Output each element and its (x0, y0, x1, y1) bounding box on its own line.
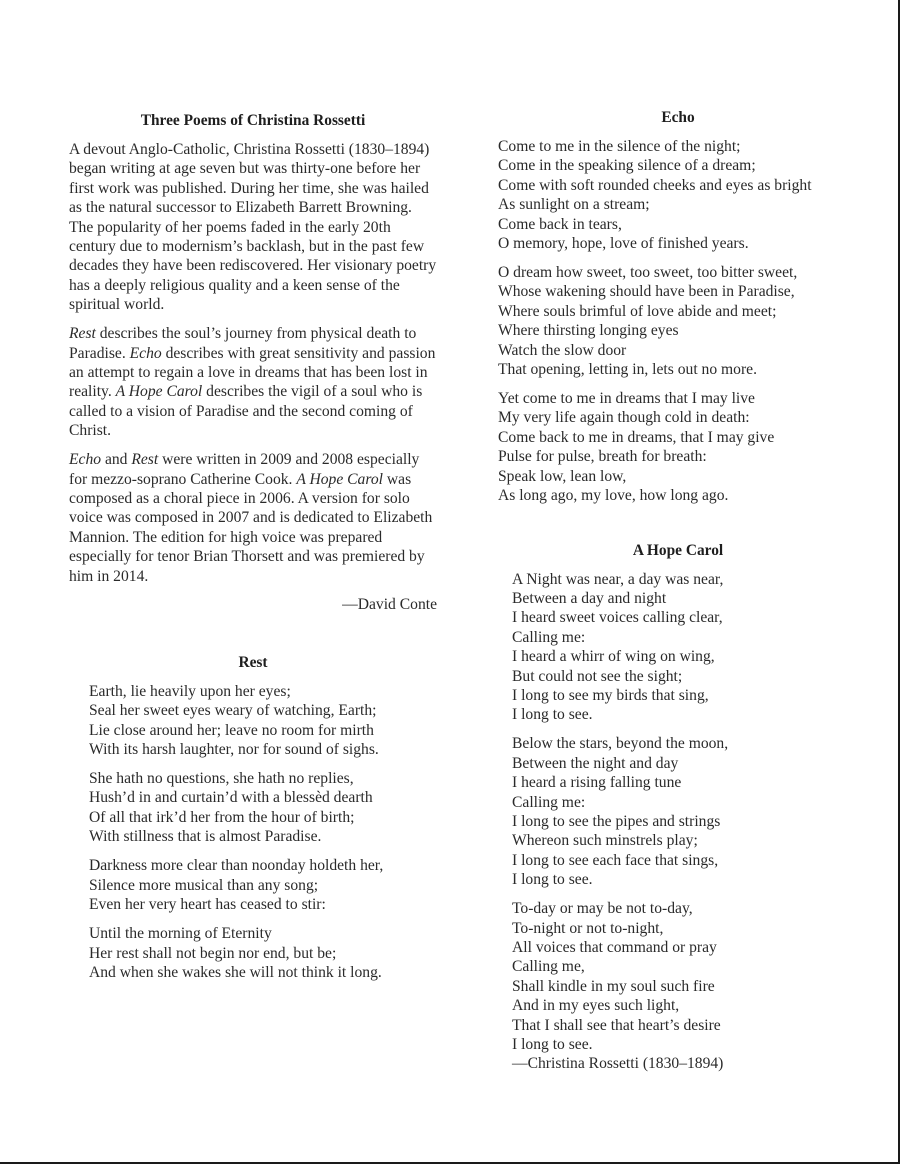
poem-line: With stillness that is almost Paradise. (89, 828, 322, 846)
poem-line: To-day or may be not to-day, (512, 900, 693, 918)
stanza (512, 570, 858, 725)
poem-line: Between a day and night (512, 589, 667, 607)
poem-line: I heard sweet voices calling clear, (512, 609, 723, 627)
title-ref-rest: Rest (69, 325, 96, 343)
title-ref-rest: Rest (131, 451, 159, 469)
left-column (69, 111, 437, 992)
poem-line: And when she wakes she will not think it long. (89, 963, 382, 981)
stanza (89, 769, 437, 847)
poem-line: Come with soft rounded cheeks and eyes as bright (498, 176, 812, 194)
poem-line: That opening, letting in, lets out no more. (498, 361, 757, 379)
poem-title-hope-carol: A Hope Carol (632, 541, 724, 559)
poem-line: And in my eyes such light, (512, 997, 680, 1015)
stanza (89, 682, 437, 760)
poem-line: I long to see my birds that sing, (512, 686, 709, 704)
poem-line: Come to me in the silence of the night; (498, 138, 741, 155)
poem-line: All voices that command or pray (512, 939, 717, 956)
intro-signature: —David Conte (342, 596, 437, 614)
poem-line: O memory, hope, love of finished years. (498, 235, 749, 253)
poem-line: Whose wakening should have been in Paradise, (498, 283, 795, 301)
poem-line: Where thirsting longing eyes (498, 322, 679, 340)
title-ref-echo: Echo (69, 451, 102, 469)
poem-line: I long to see the pipes and strings (512, 812, 721, 830)
poem-line: Shall kindle in my soul such fire (512, 977, 715, 995)
right-column (498, 108, 858, 1083)
stanza (498, 137, 858, 253)
stanza (498, 263, 858, 379)
poem-line: Silence more musical than any song; (89, 876, 319, 894)
stanza (498, 389, 858, 505)
text-run: describes the vigil of a soul who is called to a vision of Paradise and the second coming of Christ. (69, 383, 423, 440)
poem-line: Come back to me in dreams, that I may give (498, 428, 775, 446)
poem-line: Come in the speaking silence of a dream; (498, 157, 756, 175)
text-run: were written in 2009 and 2008 especially for mezzo-soprano Catherine Cook. (69, 451, 420, 488)
poem-line: I heard a rising falling tune (512, 774, 682, 792)
stanza (89, 856, 437, 914)
poem-line: Whereon such minstrels play; (512, 832, 698, 850)
intro-paragraph-2 (69, 324, 437, 440)
poem-line: Her rest shall not begin nor end, but be; (89, 944, 337, 962)
poem-line: Calling me: (512, 793, 586, 811)
poem-line: Where souls brimful of love abide and meet; (498, 302, 777, 320)
poem-attribution: —Christina Rossetti (1830–1894) (512, 1055, 724, 1073)
poem-title-echo: Echo (661, 109, 695, 126)
stanza (512, 734, 858, 889)
text-run: describes with great sensitivity and passion an attempt to regain a love in dreams that has been lost in reality. (69, 344, 436, 401)
title-ref-hope-carol: A Hope Carol (296, 470, 383, 488)
poem-line: She hath no questions, she hath no replies, (89, 770, 354, 788)
poem-line: Calling me: (512, 628, 586, 646)
stanza (89, 924, 437, 982)
text-run: was composed as a choral piece in 2006. A version for solo voice was composed in 2007 and is dedicated to Elizabeth Mannion. The edition for high voice was prepared especially for tenor Brian Thorsett and was premiered by him in 2014. (69, 470, 433, 585)
poem-line: I long to see each face that sings, (512, 851, 719, 869)
text-run: and (101, 451, 132, 469)
poem-line: With its harsh laughter, nor for sound of sighs. (89, 741, 379, 759)
poem-line: Earth, lie heavily upon her eyes; (89, 682, 291, 700)
poem-line: Even her very heart has ceased to stir: (89, 896, 326, 914)
text-run: describes the soul’s journey from physical death to Paradise. (69, 325, 417, 362)
poem-line: Calling me, (512, 958, 585, 976)
poem-line: Speak low, lean low, (498, 467, 627, 485)
intro-paragraph-3 (69, 450, 437, 586)
poem-line: I long to see. (512, 871, 593, 889)
poem-line: I long to see. (512, 1036, 593, 1054)
poem-line: Darkness more clear than noonday holdeth her, (89, 857, 384, 875)
poem-line: Of all that irk’d her from the hour of birth; (89, 808, 355, 826)
title-ref-echo: Echo (129, 344, 162, 362)
poem-line: To-night or not to-night, (512, 919, 664, 937)
poem-line: A Night was near, a day was near, (512, 570, 724, 588)
poem-line: Until the morning of Eternity (89, 925, 272, 943)
stanza (512, 899, 858, 1074)
poem-rest (69, 682, 437, 982)
poem-line: But could not see the sight; (512, 667, 683, 685)
intro-title: Three Poems of Christina Rossetti (140, 112, 366, 129)
poem-line: I heard a whirr of wing on wing, (512, 648, 715, 666)
poem-hope-carol (498, 570, 858, 1074)
poem-line: My very life again though cold in death: (498, 409, 750, 427)
intro-paragraph-1: A devout Anglo-Catholic, Christina Rossetti (1830–1894) began writing at age seven but was thirty-one before her first work was published. During her time, she was hailed as the natural successor to Elizabeth Barrett Browning. The popularity of her poems faded in the early 20th century due to modernism’s backlash, but in the past few decades they have been rediscovered. Her visionary poetry has a deeply religious quality and a keen sense of the spiritual world. (69, 141, 437, 314)
poem-line: As sunlight on a stream; (498, 196, 650, 214)
poem-line: Seal her sweet eyes weary of watching, Earth; (89, 702, 377, 720)
poem-line: Pulse for pulse, breath for breath: (498, 448, 707, 466)
poem-line: Watch the slow door (498, 341, 627, 359)
poem-line: O dream how sweet, too sweet, too bitter sweet, (498, 264, 798, 282)
poem-line: As long ago, my love, how long ago. (498, 487, 729, 505)
poem-line: Come back in tears, (498, 215, 622, 233)
poem-line: Below the stars, beyond the moon, (512, 735, 729, 753)
poem-echo (498, 137, 858, 506)
poem-line: I long to see. (512, 706, 593, 724)
poem-line: Between the night and day (512, 754, 679, 772)
poem-line: Yet come to me in dreams that I may live (498, 390, 755, 408)
title-ref-hope-carol: A Hope Carol (115, 383, 203, 401)
poem-title-rest: Rest (238, 653, 268, 671)
poem-line: Lie close around her; leave no room for mirth (89, 721, 374, 739)
poem-line: Hush’d in and curtain’d with a blessèd dearth (89, 789, 373, 807)
poem-line: That I shall see that heart’s desire (512, 1016, 721, 1034)
